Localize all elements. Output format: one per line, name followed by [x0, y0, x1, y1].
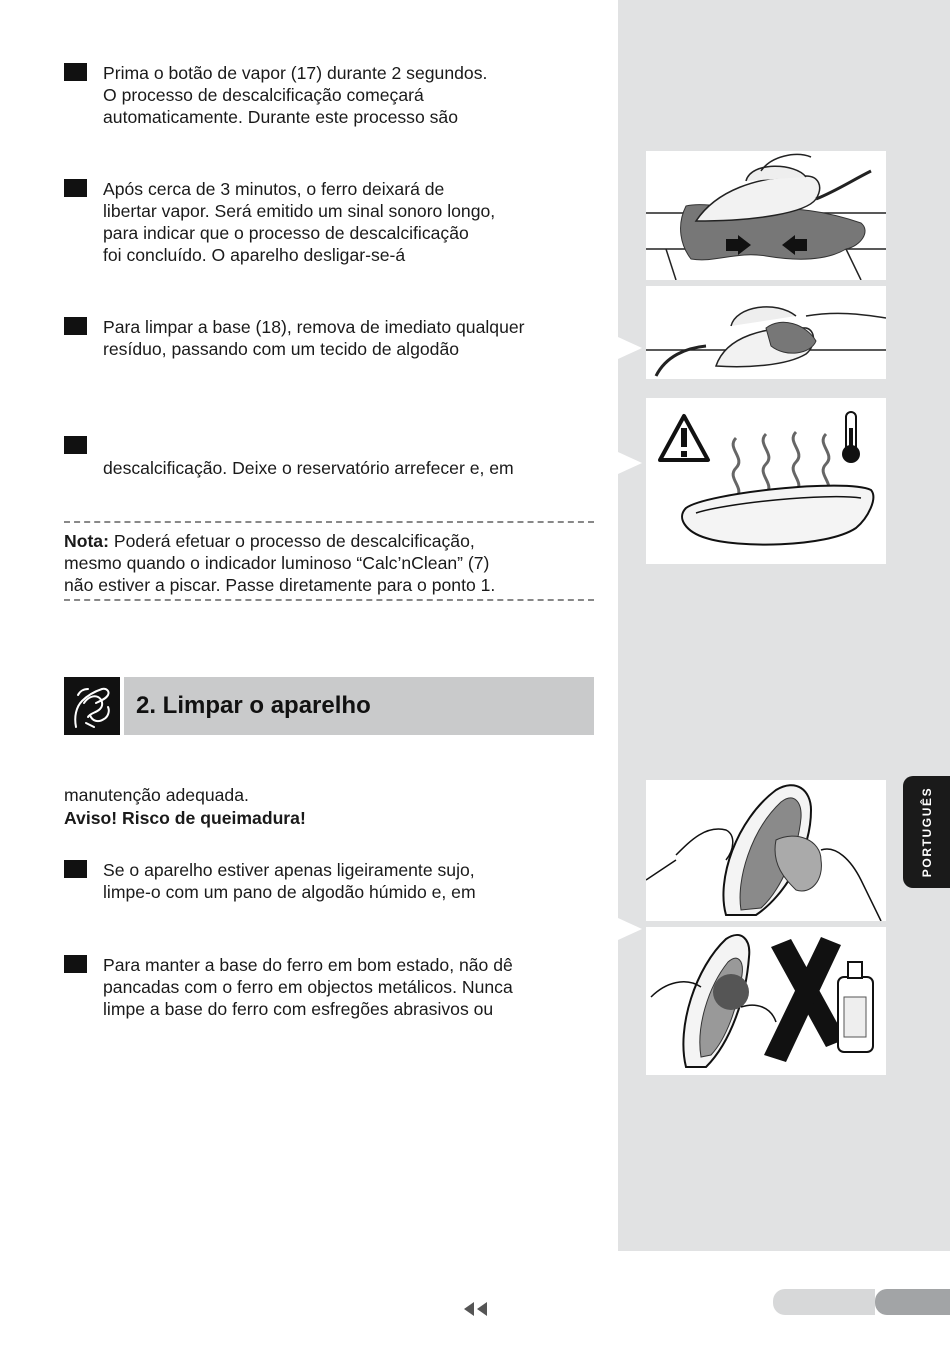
illustration-pointer: [618, 452, 642, 474]
step-text: Para limpar a base (18), remova de imediato qualquer resíduo, passando com um tecido de algodão: [103, 317, 525, 359]
step-text: Após cerca de 3 minutos, o ferro deixará de libertar vapor. Será emitido um sinal sonoro longo, para indicar que o processo de descalcificação foi concluído. O aparelho desligar-se-á: [103, 179, 496, 265]
note-divider-bottom: [64, 599, 594, 601]
illustration-pointer: [618, 918, 642, 940]
step-text: Se o aparelho estiver apenas ligeiramente sujo, limpe-o com um pano de algodão húmido e, em: [103, 860, 476, 902]
iron-cleaning-cloth-illustration: [646, 780, 886, 921]
step-text: Para manter a base do ferro em bom estado, não dê pancadas com o ferro em objectos metálicos. Nunca limpe a base do ferro com esfregões abrasivos ou: [103, 955, 513, 1019]
illustration-pointer: [618, 337, 642, 359]
step-bullet: [64, 179, 87, 197]
no-abrasive-cleaner-illustration: [646, 927, 886, 1075]
step-bullet: [64, 436, 87, 454]
step-text: Prima o botão de vapor (17) durante 2 segundos. O processo de descalcificação começará automaticamente. Durante este processo são: [103, 63, 488, 127]
warning-text: Aviso! Risco de queimadura!: [64, 808, 306, 828]
iron-moving-arrows-illustration: [646, 151, 886, 280]
page-tab-light: [773, 1289, 875, 1315]
language-tab: [903, 776, 950, 888]
note-block: [64, 530, 495, 596]
note-divider-top: [64, 521, 594, 523]
section-header: [64, 677, 594, 735]
section-intro: manutenção adequada.: [64, 785, 249, 805]
step-text: descalcificação. Deixe o reservatório arrefecer e, em: [103, 458, 514, 478]
iron-wiping-base-illustration: [646, 286, 886, 379]
note-text: Poderá efetuar o processo de descalcificação, mesmo quando o indicador luminoso “Calc’nClean” (7) não estiver a piscar. Passe diretamente para o ponto 1.: [64, 531, 496, 595]
step-bullet: [64, 317, 87, 335]
cleaning-hand-icon: [64, 677, 120, 735]
note-label: Nota:: [64, 531, 109, 551]
page-tab-dark: [875, 1289, 950, 1315]
page-back-arrows-icon: [462, 1300, 492, 1318]
section-title: 2. Limpar o aparelho: [136, 692, 371, 719]
step-bullet: [64, 860, 87, 878]
step-bullet: [64, 63, 87, 81]
step-bullet: [64, 955, 87, 973]
hot-water-tank-warning-illustration: [646, 398, 886, 564]
language-tab-label: PORTUGUÊS: [919, 786, 934, 878]
